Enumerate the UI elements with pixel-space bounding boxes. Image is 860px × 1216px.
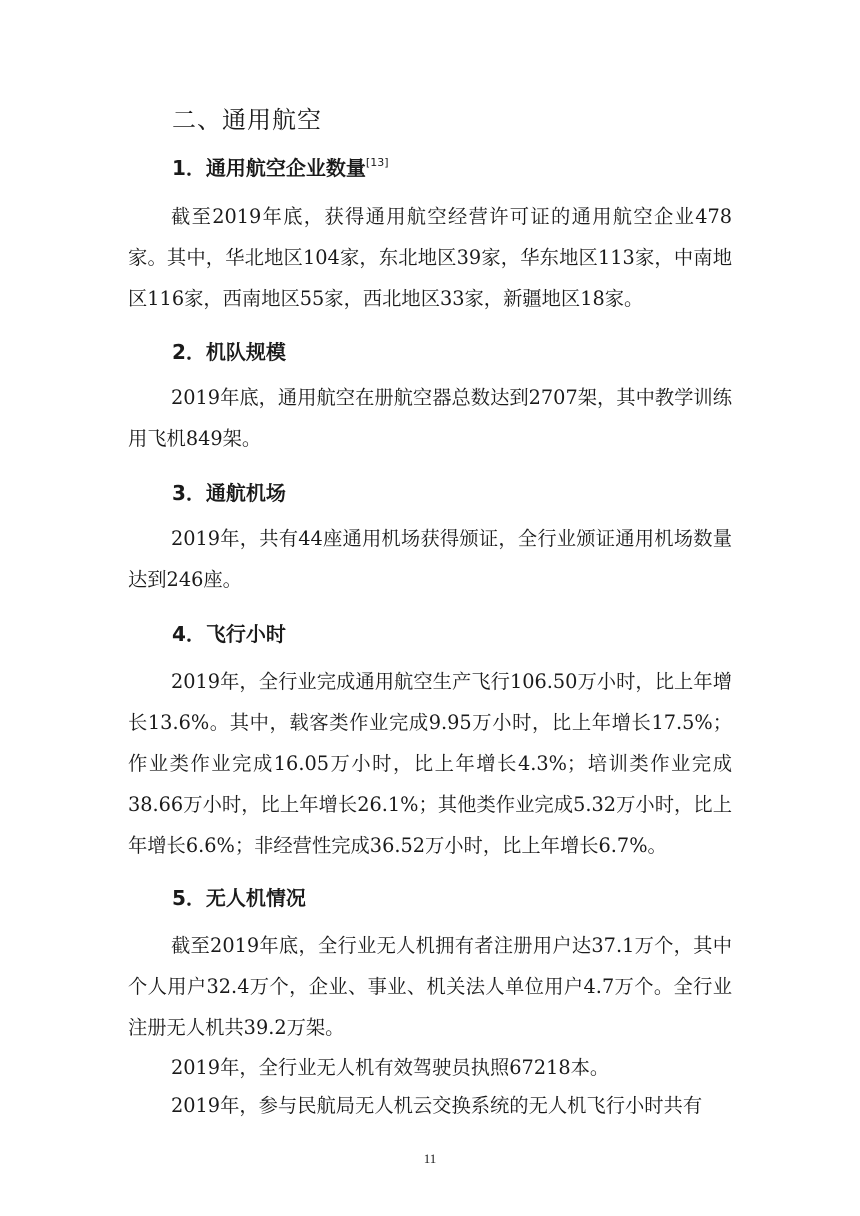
section-heading-text: 2．机队规模	[172, 340, 286, 364]
section-heading-text: 4．飞行小时	[172, 622, 286, 646]
section-heading-text: 1．通用航空企业数量	[172, 156, 366, 180]
chapter-title: 二、通用航空	[172, 106, 322, 134]
section-heading-flight-hours	[172, 618, 286, 647]
page-number: 11	[423, 1151, 437, 1166]
section-heading-text: 5．无人机情况	[172, 886, 306, 910]
footnote-ref: [13]	[365, 156, 389, 169]
section-heading-drones	[172, 882, 306, 911]
paragraph-drone-users: 截至2019年底，全行业无人机拥有者注册用户达37.1万个，其中个人用户32.4万个，企业、事业、机关法人单位用户4.7万个。全行业注册无人机共39.2万架。	[128, 934, 732, 1039]
section-heading-airports	[172, 477, 286, 506]
section-heading-enterprises	[172, 152, 389, 181]
paragraph-airports: 2019年，共有44座通用机场获得颁证，全行业颁证通用机场数量达到246座。	[128, 527, 732, 591]
section-heading-text: 3．通航机场	[172, 481, 286, 505]
section-heading-fleet	[172, 336, 286, 365]
paragraph-drone-licenses: 2019年，全行业无人机有效驾驶员执照67218本。	[171, 1056, 610, 1079]
paragraph-enterprises: 截至2019年底，获得通用航空经营许可证的通用航空企业478家。其中，华北地区104家，东北地区39家，华东地区113家，中南地区116家，西南地区55家，西北地区33家，新疆地区18家。	[128, 205, 732, 310]
paragraph-drone-hours: 2019年，参与民航局无人机云交换系统的无人机飞行小时共有	[171, 1094, 703, 1117]
paragraph-fleet: 2019年底，通用航空在册航空器总数达到2707架，其中教学训练用飞机849架。	[128, 386, 732, 450]
paragraph-flight-hours: 2019年，全行业完成通用航空生产飞行106.50万小时，比上年增长13.6%。其中，载客类作业完成9.95万小时，比上年增长17.5%；作业类作业完成16.05万小时，比上年增长4.3%；培训类作业完成38.66万小时，比上年增长26.1%；其他类作业完成5.32万小时，比上年增长6.6%；非经营性完成36.52万小时，比上年增长6.7%。	[128, 670, 732, 857]
